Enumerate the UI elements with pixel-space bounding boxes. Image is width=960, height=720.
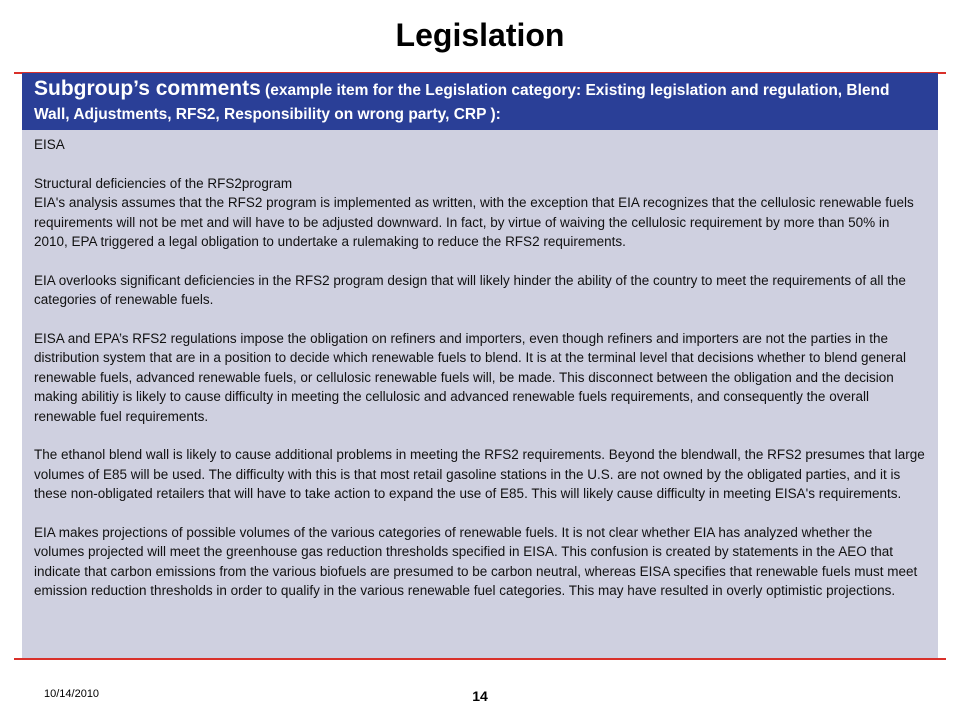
body-paragraph-3: EIA's analysis assumes that the RFS2 program is implemented as written, with the exception that EIA recognizes that the cellulosic renewable fuels requirements will not be met and will have to be adjusted downward. In fact, by virtue of waiving the cellulosic requirement by more than 50% in 2010, EPA triggered a legal obligation to undertake a rulemaking to reduce the RFS2 requirements. (34, 195, 914, 250)
body-paragraph-4: EIA overlooks significant deficiencies in the RFS2 program design that will likely hinder the ability of the country to meet the requirements of all the categories of renewable fuels. (34, 272, 906, 308)
body-paragraph-5: EISA and EPA’s RFS2 regulations impose the obligation on refiners and importers, even though refiners and importers are not the parties in the distribution system that are in a position to decide which renewable fuels to blend. It is at the terminal level that decisions whether to blend general renewable fuels, advanced renewable fuels, or cellulosic renewable fuels will, be made. This disconnect between the obligation and the decision making abilitiy is likely to cause difficulty in meeting the cellulosic and advanced renewable fuels requirements, and consequently the overall renewable fuel requirements. (34, 331, 906, 424)
slide-title: Legislation (395, 17, 565, 53)
body-paragraph-1: EISA (34, 137, 65, 152)
bottom-divider (14, 658, 946, 660)
comments-header (22, 73, 938, 130)
header-description: (example item for the Legislation category: Existing legislation and regulation, Blend Wall, Adjustments, RFS2, Responsibility on wrong party, CRP ): (34, 82, 890, 123)
body-paragraph-6: The ethanol blend wall is likely to cause additional problems in meeting the RFS2 requirements. Beyond the blendwall, the RFS2 presumes that large volumes of E85 will be used. The difficulty with this is that most retail gasoline stations in the U.S. are not owned by the obligated parties, and it is these non-obligated retailers that will have to take action to expand the use of E85. This will likely cause difficulty in meeting EISA's requirements. (34, 447, 925, 502)
footer-date: 10/14/2010 (44, 688, 100, 700)
body-paragraph-2: Structural deficiencies of the RFS2program (34, 175, 293, 191)
comments-body (22, 130, 938, 660)
body-paragraph-7: EIA makes projections of possible volumes of the various categories of renewable fuels. It is not clear whether EIA has analyzed whether the volumes projected will meet the greenhouse gas reduction thresholds specified in EISA. This confusion is created by statements in the AEO that indicate that carbon emissions from the various biofuels are presumed to be carbon neutral, whereas EISA specifies that renewable fuels must meet emission reduction thresholds in order to qualify in the various renewable fuel categories. This may have resulted in overly optimistic projections. (34, 525, 918, 599)
header-lead: Subgroup’s comments (34, 77, 261, 100)
page-number: 14 (472, 688, 488, 704)
